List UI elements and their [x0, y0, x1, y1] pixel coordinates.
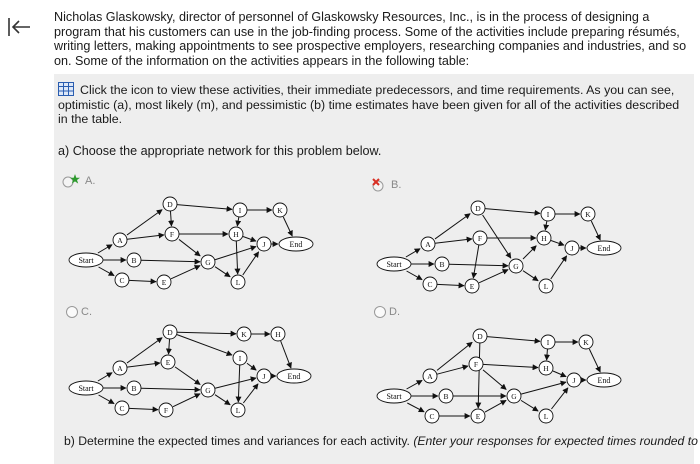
edge-a-d: [127, 210, 162, 235]
node-k: [581, 207, 595, 221]
svg-text:D: D: [475, 204, 481, 213]
correct-star-icon: [62, 174, 82, 188]
edge-f-e: [473, 245, 479, 278]
svg-text:H: H: [275, 330, 281, 339]
svg-text:G: G: [205, 258, 211, 267]
svg-text:F: F: [169, 230, 175, 239]
part-a-prompt: a) Choose the appropriate network for this problem below.: [58, 144, 382, 158]
option-c-letter: C.: [81, 306, 92, 318]
node-b: [127, 253, 141, 267]
svg-text:K: K: [241, 330, 247, 339]
edge-e-g: [485, 400, 506, 412]
node-l: [539, 279, 553, 293]
node-g: [507, 389, 521, 403]
svg-text:B: B: [131, 256, 137, 265]
edge-c-e: [129, 280, 156, 281]
svg-text:End: End: [597, 376, 611, 385]
svg-text:End: End: [287, 372, 301, 381]
option-d-letter: D.: [389, 306, 400, 318]
edge-g-l: [523, 271, 538, 281]
edge-l-j: [551, 388, 567, 409]
node-f: [165, 227, 179, 241]
option-b-letter: B.: [391, 179, 402, 191]
edge-e-g: [171, 266, 200, 279]
svg-text:F: F: [163, 406, 169, 415]
network-diagram-b: [376, 194, 626, 314]
node-g: [201, 383, 215, 397]
edge-c-e: [437, 284, 464, 285]
node-c: [423, 277, 437, 291]
node-l: [539, 409, 553, 423]
svg-text:End: End: [289, 240, 303, 249]
svg-text:I: I: [546, 338, 550, 347]
edge-i-h: [545, 221, 547, 230]
edge-i-h: [237, 217, 239, 226]
svg-text:H: H: [541, 234, 547, 243]
network-diagram-a: [68, 190, 318, 310]
edge-b-g: [141, 260, 200, 262]
node-e: [161, 355, 175, 369]
svg-text:E: E: [469, 282, 475, 291]
node-l: [231, 403, 245, 417]
edge-a-f: [127, 235, 164, 239]
svg-text:F: F: [477, 234, 483, 243]
svg-text:End: End: [597, 244, 611, 253]
node-k: [579, 335, 593, 349]
edge-d-i: [485, 209, 540, 214]
edge-k-end: [589, 349, 600, 372]
node-l: [231, 275, 245, 289]
edge-start-c: [407, 271, 423, 280]
svg-text:A: A: [117, 236, 123, 245]
edge-f-g: [173, 394, 200, 407]
svg-text:Start: Start: [78, 256, 94, 265]
node-start: [377, 389, 411, 403]
svg-text:D: D: [167, 200, 173, 209]
node-i: [233, 351, 247, 365]
svg-text:H: H: [233, 230, 239, 239]
svg-text:Start: Start: [386, 260, 402, 269]
edge-b-g: [449, 264, 508, 266]
svg-text:A: A: [425, 240, 431, 249]
edge-a-e: [127, 363, 160, 367]
svg-text:B: B: [131, 384, 137, 393]
edge-g-l: [215, 395, 230, 405]
node-d: [471, 201, 485, 215]
edge-g-j: [215, 378, 256, 388]
node-i: [541, 207, 555, 221]
node-h: [271, 327, 285, 341]
edge-d-e: [169, 339, 170, 354]
node-c: [115, 273, 129, 287]
node-a: [421, 237, 435, 251]
svg-text:J: J: [570, 244, 574, 253]
svg-text:C: C: [119, 404, 125, 413]
svg-text:E: E: [165, 358, 171, 367]
node-end: [279, 237, 313, 251]
edge-e-g: [175, 367, 200, 385]
node-k: [237, 327, 251, 341]
node-j: [257, 369, 271, 383]
node-k: [273, 203, 287, 217]
option-b[interactable]: [370, 178, 401, 192]
edge-d-k: [177, 332, 236, 334]
node-e: [157, 275, 171, 289]
edge-i-j: [247, 363, 256, 370]
edge-d-i: [177, 335, 232, 355]
edge-g-j: [521, 382, 566, 394]
edge-h-l: [236, 241, 237, 274]
svg-text:Start: Start: [386, 392, 402, 401]
node-start: [69, 253, 103, 267]
edge-e-g: [479, 270, 508, 283]
node-i: [541, 335, 555, 349]
node-b: [439, 389, 453, 403]
back-arrow-icon[interactable]: [4, 12, 34, 42]
edge-start-a: [406, 249, 420, 257]
part-b-italic: (Enter your responses for expected times rounded to: [413, 434, 698, 448]
svg-text:Start: Start: [78, 384, 94, 393]
node-f: [469, 357, 483, 371]
node-end: [587, 241, 621, 255]
svg-text:D: D: [167, 328, 173, 337]
node-a: [423, 369, 437, 383]
svg-text:K: K: [585, 210, 591, 219]
node-a: [113, 361, 127, 375]
svg-text:B: B: [443, 392, 449, 401]
node-d: [473, 329, 487, 343]
svg-text:K: K: [583, 338, 589, 347]
option-a[interactable]: [62, 174, 95, 188]
node-g: [509, 259, 523, 273]
node-h: [229, 227, 243, 241]
edge-k-end: [283, 217, 292, 236]
edge-a-f: [435, 239, 472, 243]
svg-text:D: D: [477, 332, 483, 341]
svg-text:K: K: [277, 206, 283, 215]
edge-b-g: [141, 388, 200, 390]
node-c: [115, 401, 129, 415]
edge-start-a: [98, 373, 112, 381]
svg-text:C: C: [429, 412, 435, 421]
network-diagram-c: [68, 318, 318, 438]
node-start: [377, 257, 411, 271]
edge-l-j: [243, 384, 258, 403]
problem-text: Nicholas Glaskowsky, director of personnel of Glaskowsky Resources, Inc., is in the process of designing a program that his customers can use in the job-finding process. Some of the activities include preparing résumés, writing letters, making appointments to see prospective employers, researching companies and industries, and so on. Some of the information on the activities appears in the following table:: [54, 10, 687, 68]
svg-text:I: I: [238, 354, 242, 363]
svg-text:L: L: [235, 278, 241, 287]
node-j: [567, 373, 581, 387]
edge-i-h: [547, 349, 548, 360]
svg-text:A: A: [117, 364, 123, 373]
svg-text:J: J: [262, 240, 266, 249]
edge-f-g: [483, 370, 506, 390]
node-b: [435, 257, 449, 271]
edge-g-l: [521, 400, 538, 411]
network-diagram-d: [376, 320, 626, 440]
edge-d-f: [170, 211, 171, 226]
svg-text:H: H: [543, 364, 549, 373]
svg-text:G: G: [205, 386, 211, 395]
part-b-text: b) Determine the expected times and variances for each activity.: [64, 434, 410, 448]
edge-start-a: [407, 380, 423, 389]
node-a: [113, 233, 127, 247]
svg-text:I: I: [546, 210, 550, 219]
svg-text:G: G: [513, 262, 519, 271]
edge-l-j: [551, 256, 567, 279]
part-b-prompt: [64, 434, 698, 448]
node-end: [587, 373, 621, 387]
svg-text:I: I: [238, 206, 242, 215]
svg-text:J: J: [572, 376, 576, 385]
svg-text:F: F: [473, 360, 479, 369]
edge-g-j: [215, 247, 256, 260]
node-c: [425, 409, 439, 423]
edge-a-d: [127, 338, 162, 363]
svg-text:A: A: [427, 372, 433, 381]
edge-k-end: [591, 221, 600, 240]
node-d: [163, 197, 177, 211]
node-e: [465, 279, 479, 293]
edge-start-a: [98, 245, 112, 253]
edge-h-j: [243, 237, 256, 242]
edge-start-c: [99, 395, 115, 404]
edge-g-l: [215, 267, 230, 277]
node-e: [471, 409, 485, 423]
node-f: [159, 403, 173, 417]
edge-a-d: [435, 214, 470, 239]
edge-h-j: [553, 371, 566, 377]
edge-start-c: [407, 403, 424, 412]
node-end: [277, 369, 311, 383]
edge-f-g: [179, 239, 200, 255]
node-j: [257, 237, 271, 251]
table-intro-text: Click the icon to view these activities, their immediate predecessors, and time requirements. As you can see, optimistic (a), most likely (m), and pessimistic (b) time estimates have been given for all of the activities described in the table.: [58, 83, 680, 127]
node-f: [473, 231, 487, 245]
edge-c-f: [129, 408, 158, 409]
node-b: [127, 381, 141, 395]
node-j: [565, 241, 579, 255]
node-h: [539, 361, 553, 375]
node-start: [69, 381, 103, 395]
edge-g-h: [523, 246, 536, 259]
edge-h-j: [551, 241, 564, 246]
edge-start-c: [99, 267, 115, 276]
svg-text:L: L: [235, 406, 241, 415]
svg-text:C: C: [427, 280, 433, 289]
edge-d-e: [478, 343, 480, 408]
svg-text:J: J: [262, 372, 266, 381]
edge-f-h: [483, 364, 538, 367]
node-g: [201, 255, 215, 269]
svg-text:G: G: [511, 392, 517, 401]
svg-text:L: L: [543, 282, 549, 291]
node-h: [537, 231, 551, 245]
node-i: [233, 203, 247, 217]
edge-d-i: [487, 337, 540, 342]
question-panel: [54, 74, 698, 464]
svg-text:L: L: [543, 412, 549, 421]
svg-text:C: C: [119, 276, 125, 285]
svg-text:B: B: [439, 260, 445, 269]
svg-text:E: E: [161, 278, 167, 287]
svg-text:E: E: [475, 412, 481, 421]
incorrect-x-icon: [370, 178, 388, 192]
edge-l-j: [243, 252, 259, 275]
edge-d-i: [177, 205, 232, 210]
edge-h-end: [281, 341, 291, 368]
node-d: [163, 325, 177, 339]
option-a-letter: A.: [85, 175, 96, 187]
edge-i-l: [238, 365, 239, 402]
